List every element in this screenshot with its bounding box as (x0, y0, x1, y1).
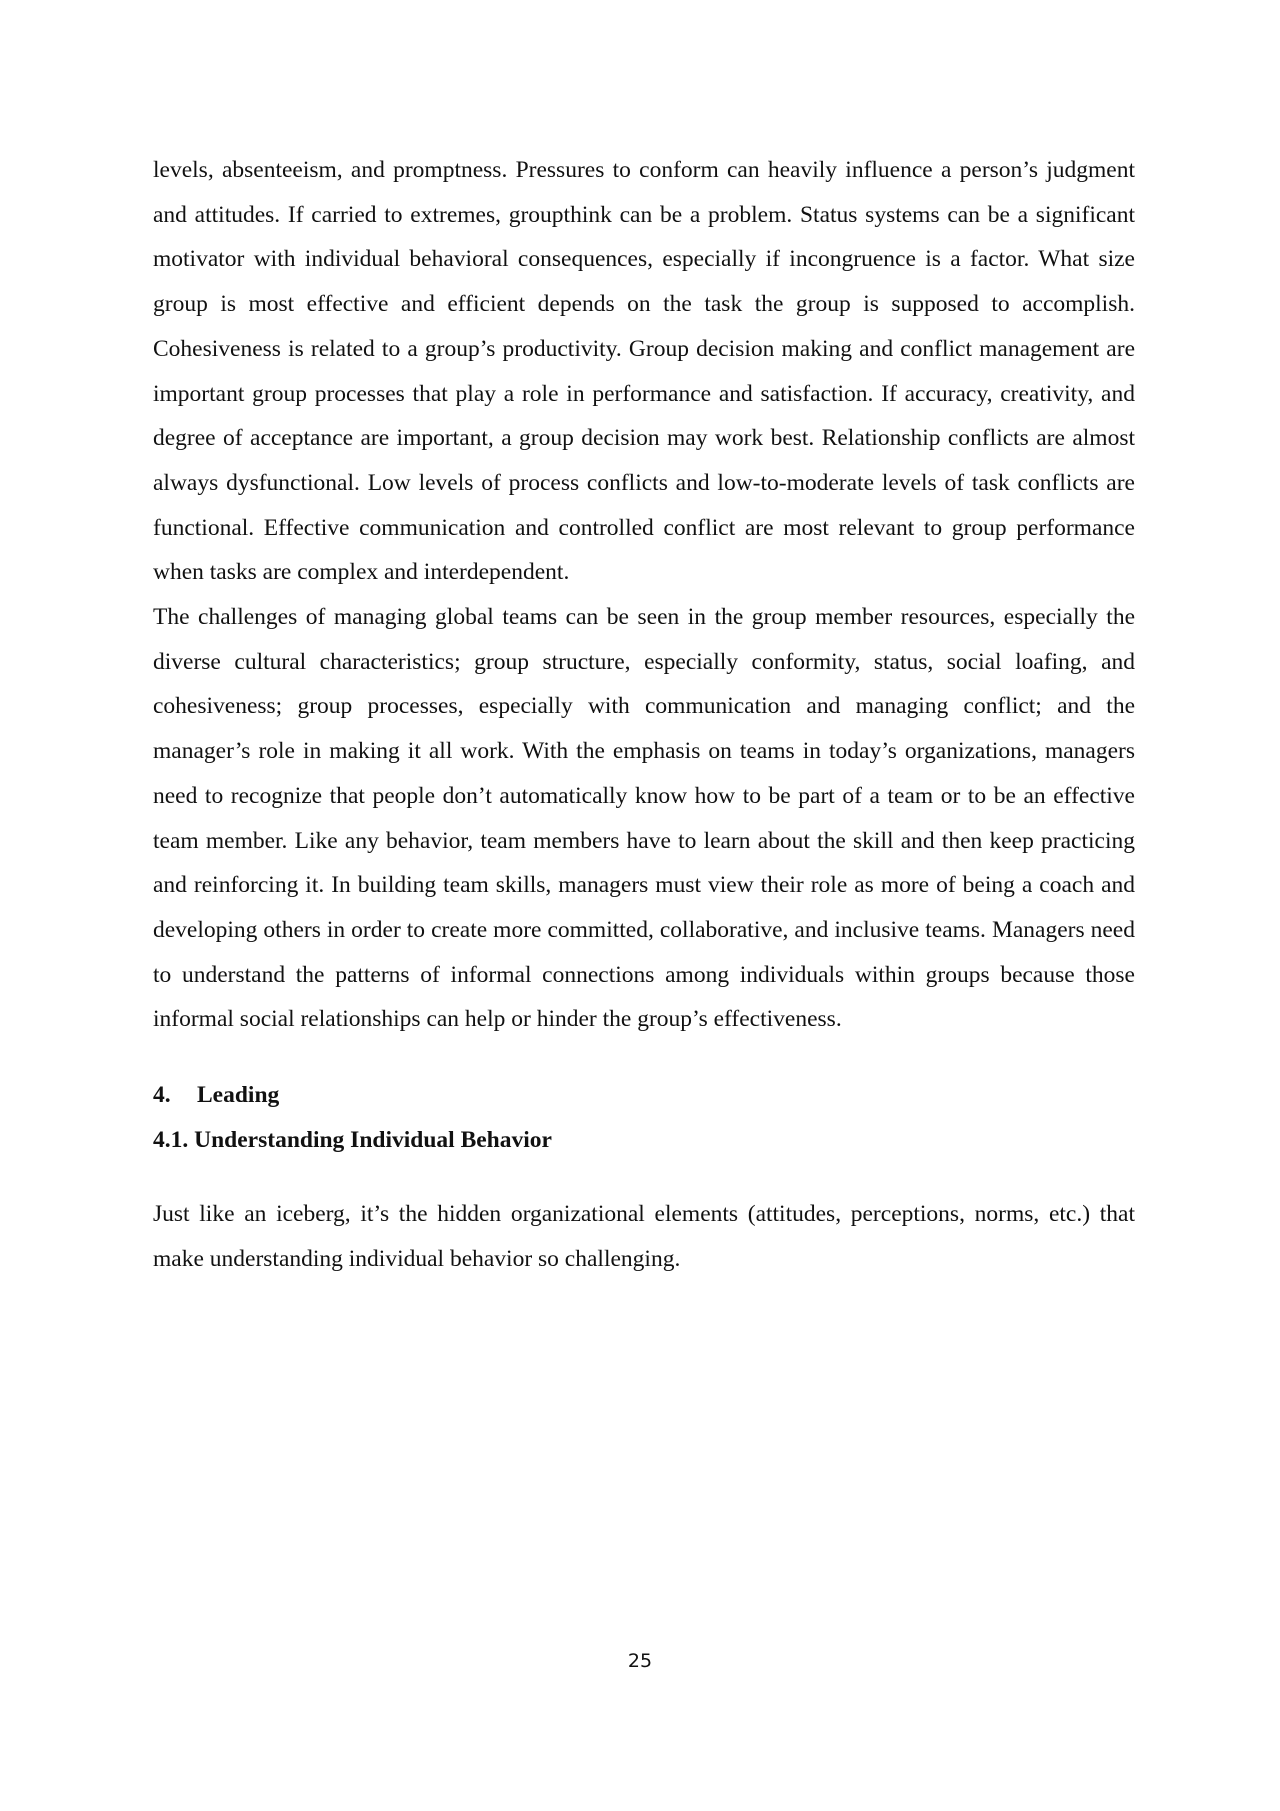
body-paragraph-3: Just like an iceberg, it’s the hidden organizational elements (attitudes, perceptions, norms, etc.) that make understanding individual behavior so challenging. (153, 1201, 1135, 1273)
page-number: 25 (627, 1650, 653, 1672)
section-title: Leading (197, 1082, 280, 1109)
page-body (153, 148, 1135, 1282)
body-paragraph-1: levels, absenteeism, and promptness. Pressures to conform can heavily influence a person’s judgment and attitudes. If carried to extremes, groupthink can be a problem. Status systems can be a significant motivator with individual behavioral consequences, especially if incongruence is a factor. What size group is most effective and efficient depends on the task the group is supposed to accomplish. Cohesiveness is related to a group’s productivity. Group decision making and conflict management are important group processes that play a role in performance and satisfaction. If accuracy, creativity, and degree of acceptance are important, a group decision may work best. Relationship conflicts are almost always dysfunctional. Low levels of process conflicts and low-to-moderate levels of task conflicts are functional. Effective communication and controlled conflict are most relevant to group performance when tasks are complex and interdependent. (153, 157, 1135, 586)
body-paragraph-2: The challenges of managing global teams can be seen in the group member resources, especially the diverse cultural characteristics; group structure, especially conformity, status, social loafing, and cohesiveness; group processes, especially with communication and managing conflict; and the manager’s role in making it all work. With the emphasis on teams in today’s organizations, managers need to recognize that people don’t automatically know how to be part of a team or to be an effective team member. Like any behavior, team members have to learn about the skill and then keep practicing and reinforcing it. In building team skills, managers must view their role as more of being a coach and developing others in order to create more committed, collaborative, and inclusive teams. Managers need to understand the patterns of informal connections among individuals within groups because those informal social relationships can help or hinder the group’s effectiveness. (153, 604, 1135, 1033)
subsection-heading: 4.1. Understanding Individual Behavior (153, 1126, 552, 1153)
section-number: 4. (153, 1082, 171, 1109)
section-heading (153, 1073, 1135, 1118)
